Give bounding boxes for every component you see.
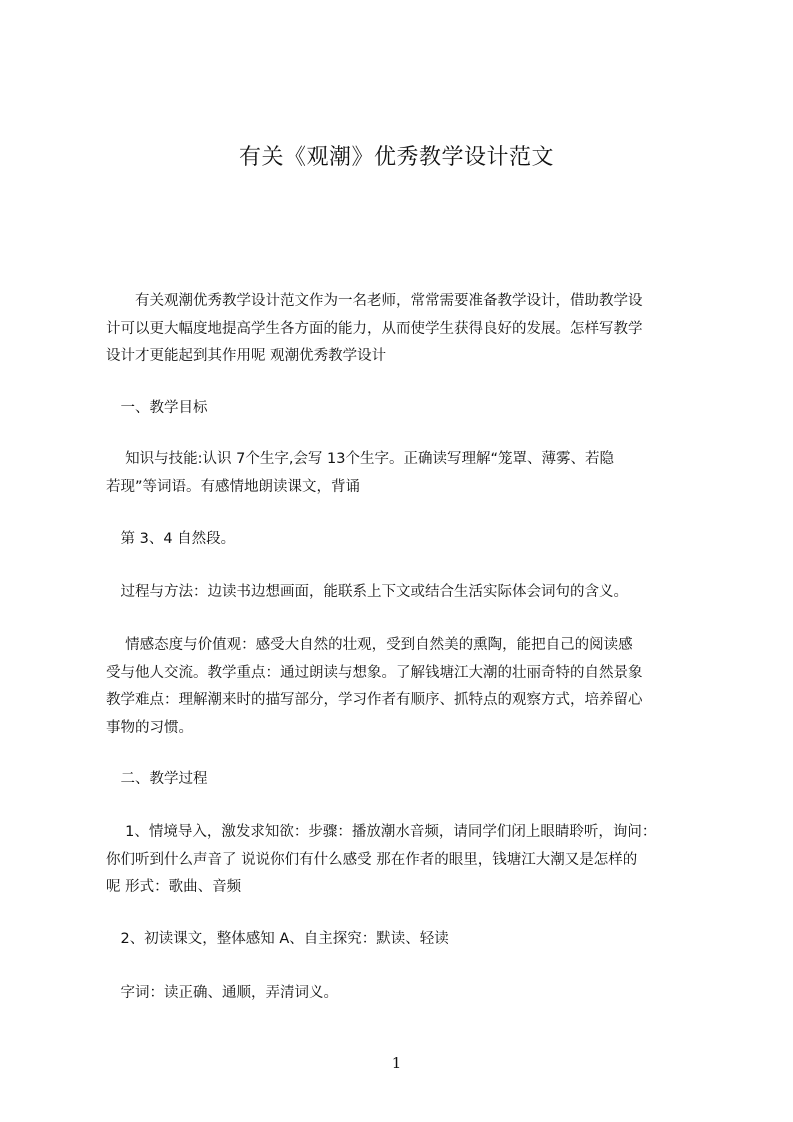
paragraph-process-method <box>106 579 706 607</box>
page-number: 1 <box>391 1054 402 1072</box>
paragraph-vocabulary <box>106 980 706 1008</box>
text-line: 受与他人交流。教学重点：通过朗读与想象。了解钱塘江大潮的壮丽奇特的自然景象 <box>106 664 643 681</box>
paragraph-sections <box>106 526 706 554</box>
text-line: 过程与方法：边读书边想画面，能联系上下文或结合生活实际体会词句的含义。 <box>106 584 628 600</box>
text-line: 一、教学目标 <box>106 400 208 416</box>
paragraph-first-reading <box>106 926 706 954</box>
paragraph-emotion-values <box>106 632 706 742</box>
heading-teaching-process <box>106 766 706 794</box>
document-title: 有关《观潮》优秀教学设计范文 <box>238 145 554 170</box>
paragraph-knowledge-skills <box>106 446 706 501</box>
text-line: 设计才更能起到其作用呢 观潮优秀教学设计 <box>106 348 387 364</box>
text-line: 2、初读课文，整体感知 A、自主探究：默读、轻读 <box>106 931 449 947</box>
text-line: 事物的习惯。 <box>106 719 193 736</box>
paragraph-intro <box>106 288 706 371</box>
text-line: 二、教学过程 <box>106 771 208 787</box>
paragraph-situation-intro <box>106 819 706 902</box>
heading-teaching-goals <box>106 395 706 423</box>
text-line: 你们听到什么声音了 说说你们有什么感受 那在作者的眼里，钱塘江大潮又是怎样的 <box>106 851 638 868</box>
text-line: 情感态度与价值观：感受大自然的壮观，受到自然美的熏陶，能把自己的阅读感 <box>106 637 633 653</box>
text-line: 计可以更大幅度地提高学生各方面的能力，从而使学生获得良好的发展。怎样写教学 <box>106 320 643 337</box>
text-line: 有关观潮优秀教学设计范文作为一名老师，常常需要准备教学设计，借助教学设 <box>106 293 643 309</box>
text-line: 呢 形式：歌曲、音频 <box>106 879 242 895</box>
text-line: 教学难点：理解潮来时的描写部分，学习作者有顺序、抓特点的观察方式，培养留心 <box>106 692 643 708</box>
text-line: 知识与技能:认识 7个生字,会写 13个生字。正确读写理解“笼罩、薄雾、若隐 <box>106 451 615 467</box>
text-line: 第 3、4 自然段。 <box>106 531 236 547</box>
text-line: 1、情境导入，激发求知欲：步骤：播放潮水音频，请同学们闭上眼睛聆听，询问： <box>106 824 657 840</box>
text-line: 字词：读正确、通顺，弄清词义。 <box>106 985 338 1001</box>
text-line: 若现”等词语。有感情地朗读课文，背诵 <box>106 478 361 495</box>
